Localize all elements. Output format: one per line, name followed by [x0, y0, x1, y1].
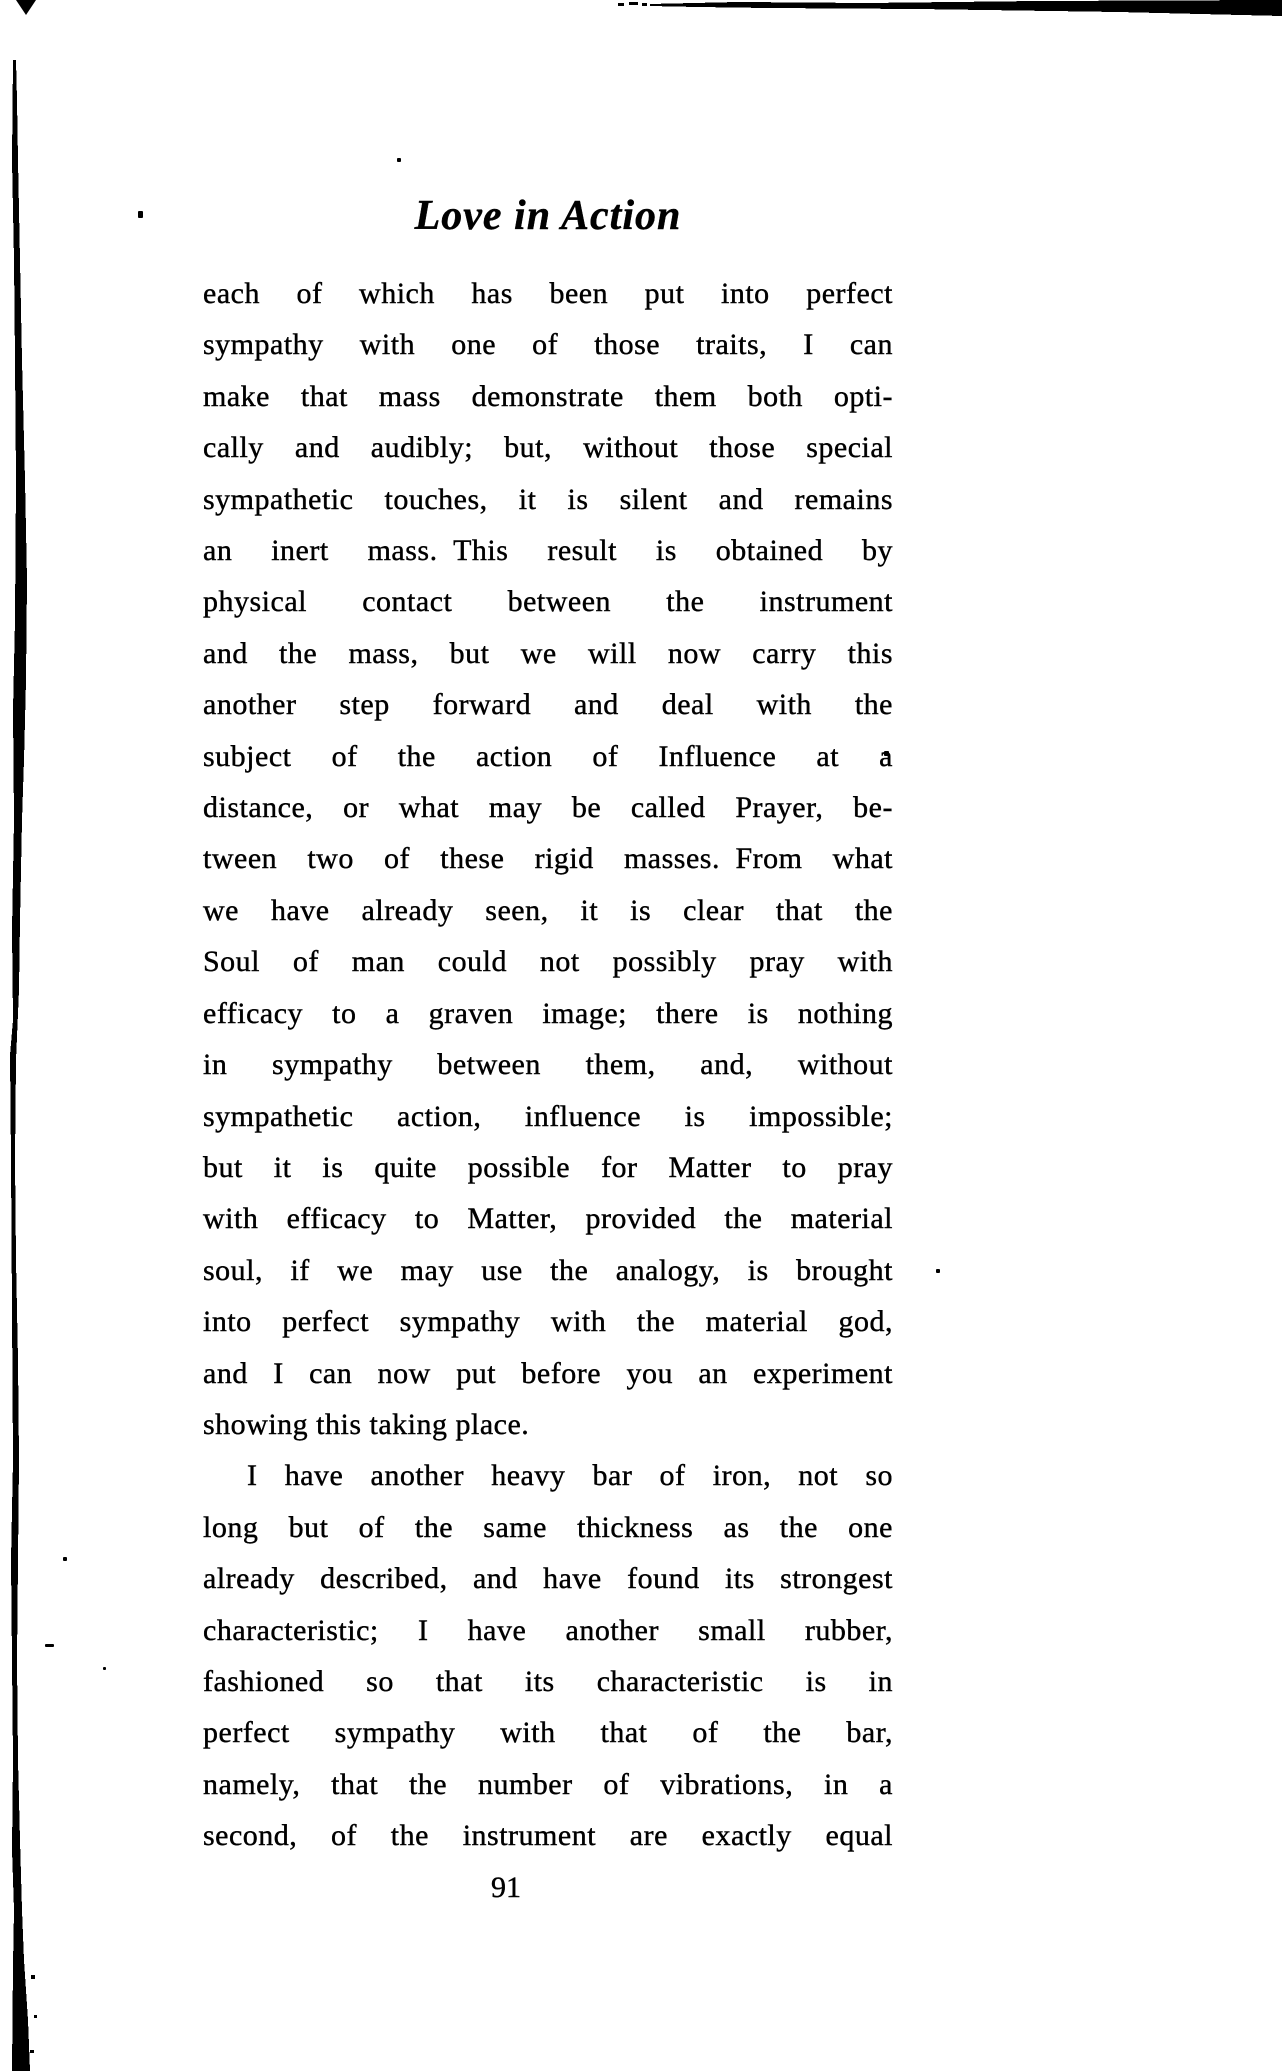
ink-speck	[103, 1667, 106, 1670]
text-line: and the mass, but we will now carry this	[203, 636, 893, 670]
text-line: in sympathy between them, and, without	[203, 1048, 893, 1082]
body-text	[203, 268, 893, 1862]
scan-artifact-left-binding-line	[0, 60, 44, 2071]
page-number: 91	[491, 1870, 521, 1904]
text-line: and I can now put before you an experiment	[203, 1356, 893, 1390]
text-line: namely, that the number of vibrations, in a	[203, 1767, 893, 1801]
text-line: into perfect sympathy with the material god,	[203, 1305, 893, 1339]
ink-speck	[936, 1269, 940, 1273]
text-line: fashioned so that its characteristic is in	[203, 1664, 893, 1698]
text-line: subject of the action of Influence at a	[203, 739, 893, 773]
text-line: sympathy with one of those traits, I can	[203, 328, 893, 362]
text-line: showing this taking place.	[203, 1407, 530, 1441]
text-line: physical contact between the instrument	[203, 585, 893, 619]
text-line: sympathetic action, influence is impossible;	[203, 1099, 893, 1133]
ink-speck	[397, 158, 401, 162]
text-line: sympathetic touches, it is silent and remains	[203, 482, 893, 516]
scan-artifact-corner-triangle	[16, 0, 36, 15]
text-line: second, of the instrument are exactly equal	[203, 1819, 893, 1853]
text-line: perfect sympathy with that of the bar,	[203, 1716, 893, 1750]
page-content	[203, 192, 893, 1913]
text-line: I have another heavy bar of iron, not so	[247, 1459, 893, 1493]
ink-speck	[45, 1644, 54, 1647]
scan-artifact-top-edge	[618, 0, 1282, 20]
text-line: tween two of these rigid masses. From what	[203, 842, 893, 876]
text-line: but it is quite possible for Matter to pray	[203, 1150, 893, 1184]
text-line: distance, or what may be called Prayer, be-	[203, 791, 893, 825]
ink-speck	[138, 211, 143, 218]
text-line: make that mass demonstrate them both opti-	[203, 379, 893, 413]
text-line: Soul of man could not possibly pray with	[203, 945, 893, 979]
text-line: another step forward and deal with the	[203, 688, 893, 722]
text-line: soul, if we may use the analogy, is brought	[203, 1253, 893, 1287]
text-line: an inert mass. This result is obtained by	[203, 534, 893, 568]
text-line: we have already seen, it is clear that the	[203, 893, 893, 927]
text-line: with efficacy to Matter, provided the material	[203, 1202, 893, 1236]
text-line: long but of the same thickness as the one	[203, 1510, 893, 1544]
text-line: cally and audibly; but, without those special	[203, 431, 893, 465]
running-header-title: Love in Action	[414, 193, 682, 239]
text-line: each of which has been put into perfect	[203, 277, 893, 310]
ink-speck	[63, 1557, 67, 1561]
text-line: efficacy to a graven image; there is nothing	[203, 996, 893, 1030]
text-line: already described, and have found its strongest	[203, 1562, 893, 1596]
text-line: characteristic; I have another small rubber,	[203, 1613, 893, 1647]
